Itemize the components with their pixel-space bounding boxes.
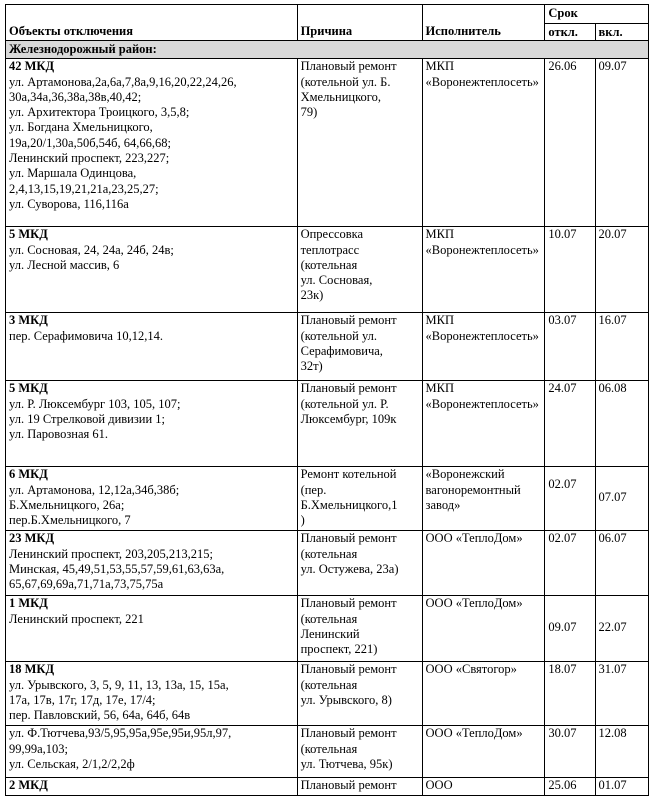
on-date-cell: 22.07 bbox=[595, 596, 648, 662]
on-date-cell: 09.07 bbox=[595, 59, 648, 227]
building-count: 18 МКД bbox=[9, 662, 55, 677]
on-date-cell: 16.07 bbox=[595, 313, 648, 381]
off-date-cell: 25.06 bbox=[545, 778, 595, 796]
table-row bbox=[6, 381, 649, 467]
district-heading: Железнодорожный район: bbox=[6, 41, 649, 59]
executor-cell: «Воронежский вагоноремонтный завод» bbox=[422, 467, 545, 531]
outage-table bbox=[5, 4, 649, 796]
table-row bbox=[6, 726, 649, 778]
executor-cell: ООО «ТеплоДом» bbox=[422, 726, 545, 778]
on-date-cell: 01.07 bbox=[595, 778, 648, 796]
address-list: ул. Урывского, 3, 5, 9, 11, 13, 13а, 15, 15а, 17а, 17в, 17г, 17д, 17е, 17/4; пер. Павловский, 56, 64а, 64б, 64в bbox=[9, 677, 229, 723]
objects-cell bbox=[6, 726, 298, 778]
executor-cell: ООО «ТеплоДом» bbox=[422, 531, 545, 596]
header-on-date: вкл. bbox=[595, 24, 648, 41]
off-date-cell: 24.07 bbox=[545, 381, 595, 467]
off-date-cell: 18.07 bbox=[545, 662, 595, 726]
header-reason: Причина bbox=[297, 5, 422, 41]
reason-cell: Плановый ремонт (котельная ул. Урывского, 8) bbox=[297, 662, 422, 726]
off-date-cell: 30.07 bbox=[545, 726, 595, 778]
objects-cell bbox=[6, 59, 298, 227]
executor-cell: МКП «Воронежтеплосеть» bbox=[422, 59, 545, 227]
header-period: Срок bbox=[545, 5, 649, 24]
building-count: 5 МКД bbox=[9, 227, 48, 242]
reason-cell: Плановый ремонт (котельной ул. Серафимовича, 32т) bbox=[297, 313, 422, 381]
off-date-cell: 02.07 bbox=[545, 531, 595, 596]
reason-cell: Опрессовка теплотрасс (котельная ул. Сосновая, 23к) bbox=[297, 227, 422, 313]
table-row bbox=[6, 662, 649, 726]
objects-cell bbox=[6, 313, 298, 381]
on-date-cell: 31.07 bbox=[595, 662, 648, 726]
building-count: 23 МКД bbox=[9, 531, 55, 546]
executor-cell: ООО «ТеплоДом» bbox=[422, 596, 545, 662]
objects-cell bbox=[6, 531, 298, 596]
table-row bbox=[6, 227, 649, 313]
objects-cell bbox=[6, 467, 298, 531]
address-list: ул. Артамонова,2а,6а,7,8а,9,16,20,22,24,26, 30а,34а,36,38а,38в,40,42; ул. Архитектора Троицкого, 3,5,8; ул. Богдана Хмельницкого, 19а,20/1,30а,50б,54б, 64,66,68; Ленинский проспект, 223,227; ул. Маршала Одинцова, 2,4,13,15,19,21,21а,23,25,27; ул. Суворова, 116,116а bbox=[9, 74, 237, 211]
header-executor: Исполнитель bbox=[422, 5, 545, 41]
building-count: 3 МКД bbox=[9, 313, 48, 328]
address-list: пер. Серафимовича 10,12,14. bbox=[9, 328, 163, 343]
reason-cell: Плановый ремонт bbox=[297, 778, 422, 796]
table-row bbox=[6, 596, 649, 662]
executor-cell: ООО «Святогор» bbox=[422, 662, 545, 726]
table-row bbox=[6, 467, 649, 531]
reason-cell: Плановый ремонт (котельной ул. Б. Хмельницкого, 79) bbox=[297, 59, 422, 227]
address-list: ул. Сосновая, 24, 24а, 24б, 24в; ул. Лесной массив, 6 bbox=[9, 242, 174, 272]
executor-cell: МКП «Воронежтеплосеть» bbox=[422, 227, 545, 313]
off-date-cell: 26.06 bbox=[545, 59, 595, 227]
table-row bbox=[6, 59, 649, 227]
building-count: 42 МКД bbox=[9, 59, 55, 74]
objects-cell bbox=[6, 381, 298, 467]
address-list: ул. Ф.Тютчева,93/5,95,95а,95е,95и,95л,97, 99,99а,103; ул. Сельская, 2/1,2/2,2ф bbox=[9, 726, 232, 771]
building-count: 1 МКД bbox=[9, 596, 48, 611]
objects-cell bbox=[6, 662, 298, 726]
objects-cell bbox=[6, 596, 298, 662]
on-date-cell: 20.07 bbox=[595, 227, 648, 313]
reason-cell: Плановый ремонт (котельная ул. Тютчева, 95к) bbox=[297, 726, 422, 778]
executor-cell: ООО bbox=[422, 778, 545, 796]
reason-cell: Плановый ремонт (котельная ул. Остужева, 23а) bbox=[297, 531, 422, 596]
on-date-cell: 06.07 bbox=[595, 531, 648, 596]
on-date-cell: 12.08 bbox=[595, 726, 648, 778]
header-objects: Объекты отключения bbox=[6, 5, 298, 41]
off-date-cell: 09.07 bbox=[545, 596, 595, 662]
executor-cell: МКП «Воронежтеплосеть» bbox=[422, 381, 545, 467]
building-count: 5 МКД bbox=[9, 381, 48, 396]
off-date-cell: 02.07 bbox=[545, 467, 595, 531]
objects-cell bbox=[6, 227, 298, 313]
address-list: Ленинский проспект, 203,205,213,215; Минская, 45,49,51,53,55,57,59,61,63,63а, 65,67,69,69а,71,71а,73,75,75а bbox=[9, 546, 225, 592]
objects-cell bbox=[6, 778, 298, 796]
off-date-cell: 10.07 bbox=[545, 227, 595, 313]
reason-cell: Плановый ремонт (котельная Ленинский проспект, 221) bbox=[297, 596, 422, 662]
off-date-cell: 03.07 bbox=[545, 313, 595, 381]
table-row bbox=[6, 313, 649, 381]
executor-cell: МКП «Воронежтеплосеть» bbox=[422, 313, 545, 381]
address-list: ул. Артамонова, 12,12а,34б,38б; Б.Хмельницкого, 26а; пер.Б.Хмельницкого, 7 bbox=[9, 482, 180, 528]
address-list: Ленинский проспект, 221 bbox=[9, 611, 144, 626]
building-count: 6 МКД bbox=[9, 467, 48, 482]
on-date-cell: 07.07 bbox=[595, 467, 648, 531]
on-date-cell: 06.08 bbox=[595, 381, 648, 467]
address-list: ул. Р. Люксембург 103, 105, 107; ул. 19 Стрелковой дивизии 1; ул. Паровозная 61. bbox=[9, 396, 181, 442]
header-off-date: откл. bbox=[545, 24, 595, 41]
table-row bbox=[6, 531, 649, 596]
reason-cell: Ремонт котельной (пер. Б.Хмельницкого,1 ) bbox=[297, 467, 422, 531]
building-count: 2 МКД bbox=[9, 778, 48, 793]
table-row bbox=[6, 778, 649, 796]
reason-cell: Плановый ремонт (котельной ул. Р. Люксембург, 109к bbox=[297, 381, 422, 467]
